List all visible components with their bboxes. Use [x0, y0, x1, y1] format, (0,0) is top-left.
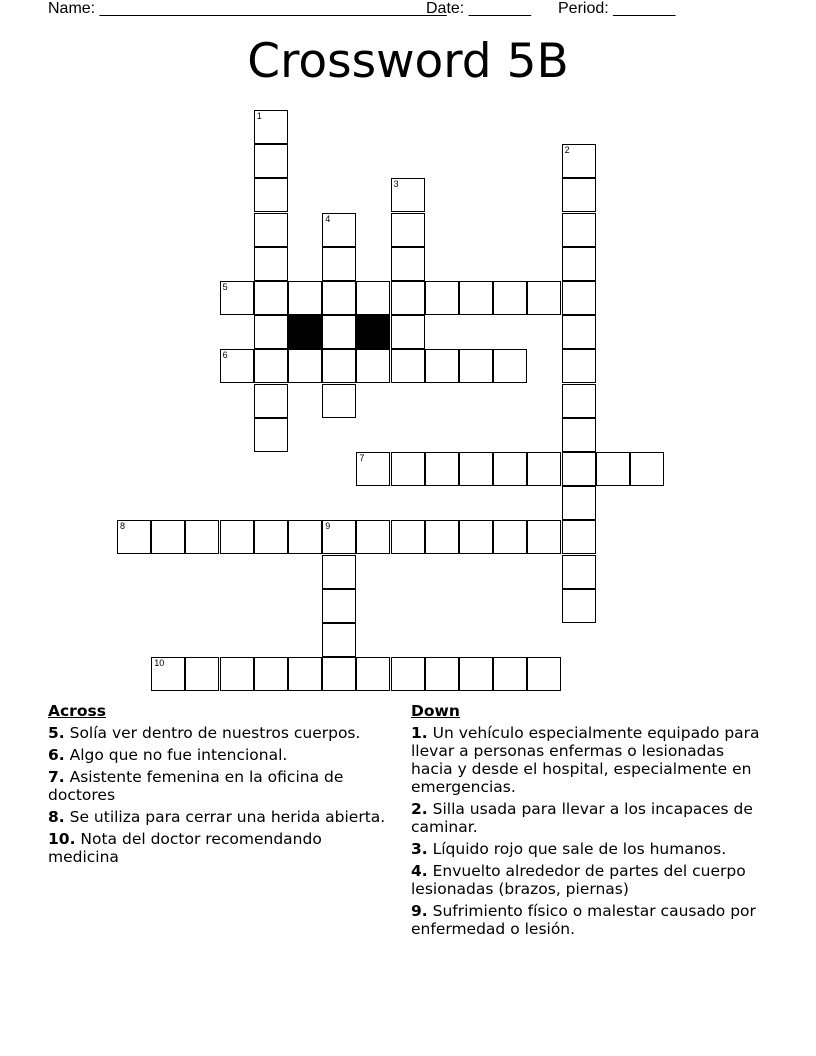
- grid-cell[interactable]: [391, 349, 425, 383]
- clue-text: Asistente femenina en la oficina de doctores: [48, 768, 344, 804]
- down-clue-list: [411, 724, 761, 938]
- grid-cell[interactable]: [493, 520, 527, 554]
- grid-cell[interactable]: [322, 281, 356, 315]
- clue-number-1: 1: [256, 111, 262, 121]
- clue-number: 10.: [48, 830, 76, 848]
- grid-cell[interactable]: [493, 349, 527, 383]
- grid-cell[interactable]: [562, 555, 596, 589]
- grid-cell[interactable]: [425, 452, 459, 486]
- clue-number-2: 2: [564, 145, 570, 156]
- grid-cell[interactable]: [459, 281, 493, 315]
- grid-cell[interactable]: [562, 384, 596, 418]
- clue-number-6: 6: [222, 350, 228, 361]
- grid-cell[interactable]: [254, 110, 288, 144]
- grid-cell[interactable]: [254, 144, 288, 178]
- grid-cell[interactable]: [562, 418, 596, 452]
- across-clues: [48, 702, 388, 870]
- clue-text: Se utiliza para cerrar una herida abierta.: [64, 808, 386, 826]
- clue-number: 5.: [48, 724, 65, 742]
- grid-cell[interactable]: [391, 452, 425, 486]
- grid-cell[interactable]: [254, 178, 288, 212]
- grid-cell[interactable]: [254, 213, 288, 247]
- grid-cell[interactable]: [288, 520, 322, 554]
- down-clue: [411, 840, 761, 858]
- grid-cell[interactable]: [391, 520, 425, 554]
- clue-number-10: 10: [154, 658, 165, 669]
- grid-cell[interactable]: [562, 486, 596, 520]
- grid-cell[interactable]: [562, 315, 596, 349]
- name-field[interactable]: Name: _______________________________________: [48, 0, 447, 17]
- grid-cell[interactable]: [254, 247, 288, 281]
- down-clue: [411, 800, 761, 836]
- grid-cell[interactable]: [220, 520, 254, 554]
- grid-cell[interactable]: [220, 281, 254, 315]
- grid-cell[interactable]: [151, 520, 185, 554]
- grid-cell[interactable]: [288, 657, 322, 691]
- period-field[interactable]: Period: _______: [558, 0, 676, 17]
- grid-cell[interactable]: [254, 281, 288, 315]
- grid-cell[interactable]: [322, 623, 356, 657]
- grid-cell[interactable]: [322, 384, 356, 418]
- grid-cell[interactable]: [493, 657, 527, 691]
- grid-cell[interactable]: [322, 520, 356, 554]
- grid-cell[interactable]: [254, 384, 288, 418]
- grid-cell[interactable]: [425, 657, 459, 691]
- grid-block-cell: [356, 315, 390, 349]
- grid-cell[interactable]: [459, 657, 493, 691]
- grid-cell[interactable]: [630, 452, 664, 486]
- grid-block-cell: [288, 315, 322, 349]
- across-clue: [48, 768, 388, 804]
- grid-cell[interactable]: [322, 213, 356, 247]
- across-clue: [48, 830, 388, 866]
- grid-cell[interactable]: [391, 247, 425, 281]
- grid-cell[interactable]: [562, 247, 596, 281]
- clue-number: 3.: [411, 840, 428, 858]
- grid-cell[interactable]: [356, 657, 390, 691]
- grid-cell[interactable]: [562, 178, 596, 212]
- across-clue-list: [48, 724, 388, 866]
- grid-cell[interactable]: [459, 452, 493, 486]
- clue-text: Algo que no fue intencional.: [64, 746, 288, 764]
- grid-cell[interactable]: [254, 418, 288, 452]
- grid-cell[interactable]: [391, 213, 425, 247]
- clue-number-7: 7: [359, 453, 365, 463]
- across-heading: Across: [48, 702, 106, 720]
- grid-cell[interactable]: [322, 589, 356, 623]
- page-title: Crossword 5B: [247, 34, 569, 89]
- across-clue: [48, 724, 388, 742]
- grid-cell[interactable]: [391, 657, 425, 691]
- grid-cell[interactable]: [288, 281, 322, 315]
- clue-number-4: 4: [325, 213, 331, 224]
- grid-cell[interactable]: [562, 213, 596, 247]
- grid-cell[interactable]: [562, 520, 596, 554]
- grid-cell[interactable]: [185, 657, 219, 691]
- across-clue: [48, 808, 388, 826]
- down-heading: Down: [411, 702, 460, 720]
- grid-cell[interactable]: [425, 281, 459, 315]
- clue-number: 4.: [411, 862, 428, 880]
- grid-cell[interactable]: [151, 657, 185, 691]
- grid-cell[interactable]: [562, 589, 596, 623]
- grid-cell[interactable]: [527, 657, 561, 691]
- grid-cell[interactable]: [254, 520, 288, 554]
- grid-cell[interactable]: [356, 520, 390, 554]
- grid-cell[interactable]: [220, 349, 254, 383]
- clue-text: Líquido rojo que sale de los humanos.: [427, 840, 727, 858]
- date-field[interactable]: Date: _______: [426, 0, 531, 17]
- grid-cell[interactable]: [562, 144, 596, 178]
- grid-cell[interactable]: [356, 452, 390, 486]
- across-clue: [48, 746, 388, 764]
- grid-cell[interactable]: [356, 349, 390, 383]
- grid-cell[interactable]: [220, 657, 254, 691]
- grid-cell[interactable]: [185, 520, 219, 554]
- grid-cell[interactable]: [288, 349, 322, 383]
- clue-number-8: 8: [120, 521, 126, 532]
- clue-number: 7.: [48, 768, 65, 786]
- clue-text: Sufrimiento físico o malestar causado por enfermedad o lesión.: [411, 902, 756, 938]
- down-clue: [411, 902, 761, 938]
- clue-number: 6.: [48, 746, 65, 764]
- clue-text: Silla usada para llevar a los incapaces de caminar.: [411, 800, 753, 836]
- grid-cell[interactable]: [322, 247, 356, 281]
- grid-cell[interactable]: [425, 349, 459, 383]
- grid-cell[interactable]: [322, 315, 356, 349]
- grid-cell[interactable]: [425, 520, 459, 554]
- grid-cell[interactable]: [322, 349, 356, 383]
- grid-cell[interactable]: [527, 281, 561, 315]
- clue-number-5: 5: [222, 282, 228, 292]
- grid-cell[interactable]: [117, 520, 151, 554]
- grid-cell[interactable]: [527, 452, 561, 486]
- grid-cell[interactable]: [562, 349, 596, 383]
- grid-cell[interactable]: [391, 178, 425, 212]
- grid-cell[interactable]: [254, 315, 288, 349]
- clue-number: 8.: [48, 808, 65, 826]
- grid-cell[interactable]: [527, 520, 561, 554]
- clue-text: Un vehículo especialmente equipado para llevar a personas enfermas o lesionadas hacia y desde el hospital, especialmente en emergencias.: [411, 724, 760, 796]
- grid-cell[interactable]: [562, 281, 596, 315]
- grid-cell[interactable]: [391, 281, 425, 315]
- clue-number-3: 3: [393, 179, 399, 190]
- grid-cell[interactable]: [459, 349, 493, 383]
- clue-number: 1.: [411, 724, 428, 742]
- clue-number: 9.: [411, 902, 428, 920]
- grid-cell[interactable]: [322, 555, 356, 589]
- clue-number: 2.: [411, 800, 428, 818]
- clue-number-9: 9: [325, 521, 331, 532]
- grid-cell[interactable]: [254, 657, 288, 691]
- clue-text: Envuelto alrededor de partes del cuerpo lesionadas (brazos, piernas): [411, 862, 746, 898]
- grid-cell[interactable]: [493, 281, 527, 315]
- grid-cell[interactable]: [391, 315, 425, 349]
- grid-cell[interactable]: [493, 452, 527, 486]
- down-clue: [411, 862, 761, 898]
- down-clue: [411, 724, 761, 796]
- grid-cell[interactable]: [562, 452, 596, 486]
- grid-cell[interactable]: [254, 349, 288, 383]
- clue-text: Nota del doctor recomendando medicina: [48, 830, 322, 866]
- grid-cell[interactable]: [356, 281, 390, 315]
- clue-text: Solía ver dentro de nuestros cuerpos.: [64, 724, 361, 742]
- grid-cell[interactable]: [596, 452, 630, 486]
- down-clues: [411, 702, 761, 942]
- grid-cell[interactable]: [459, 520, 493, 554]
- grid-cell[interactable]: [322, 657, 356, 691]
